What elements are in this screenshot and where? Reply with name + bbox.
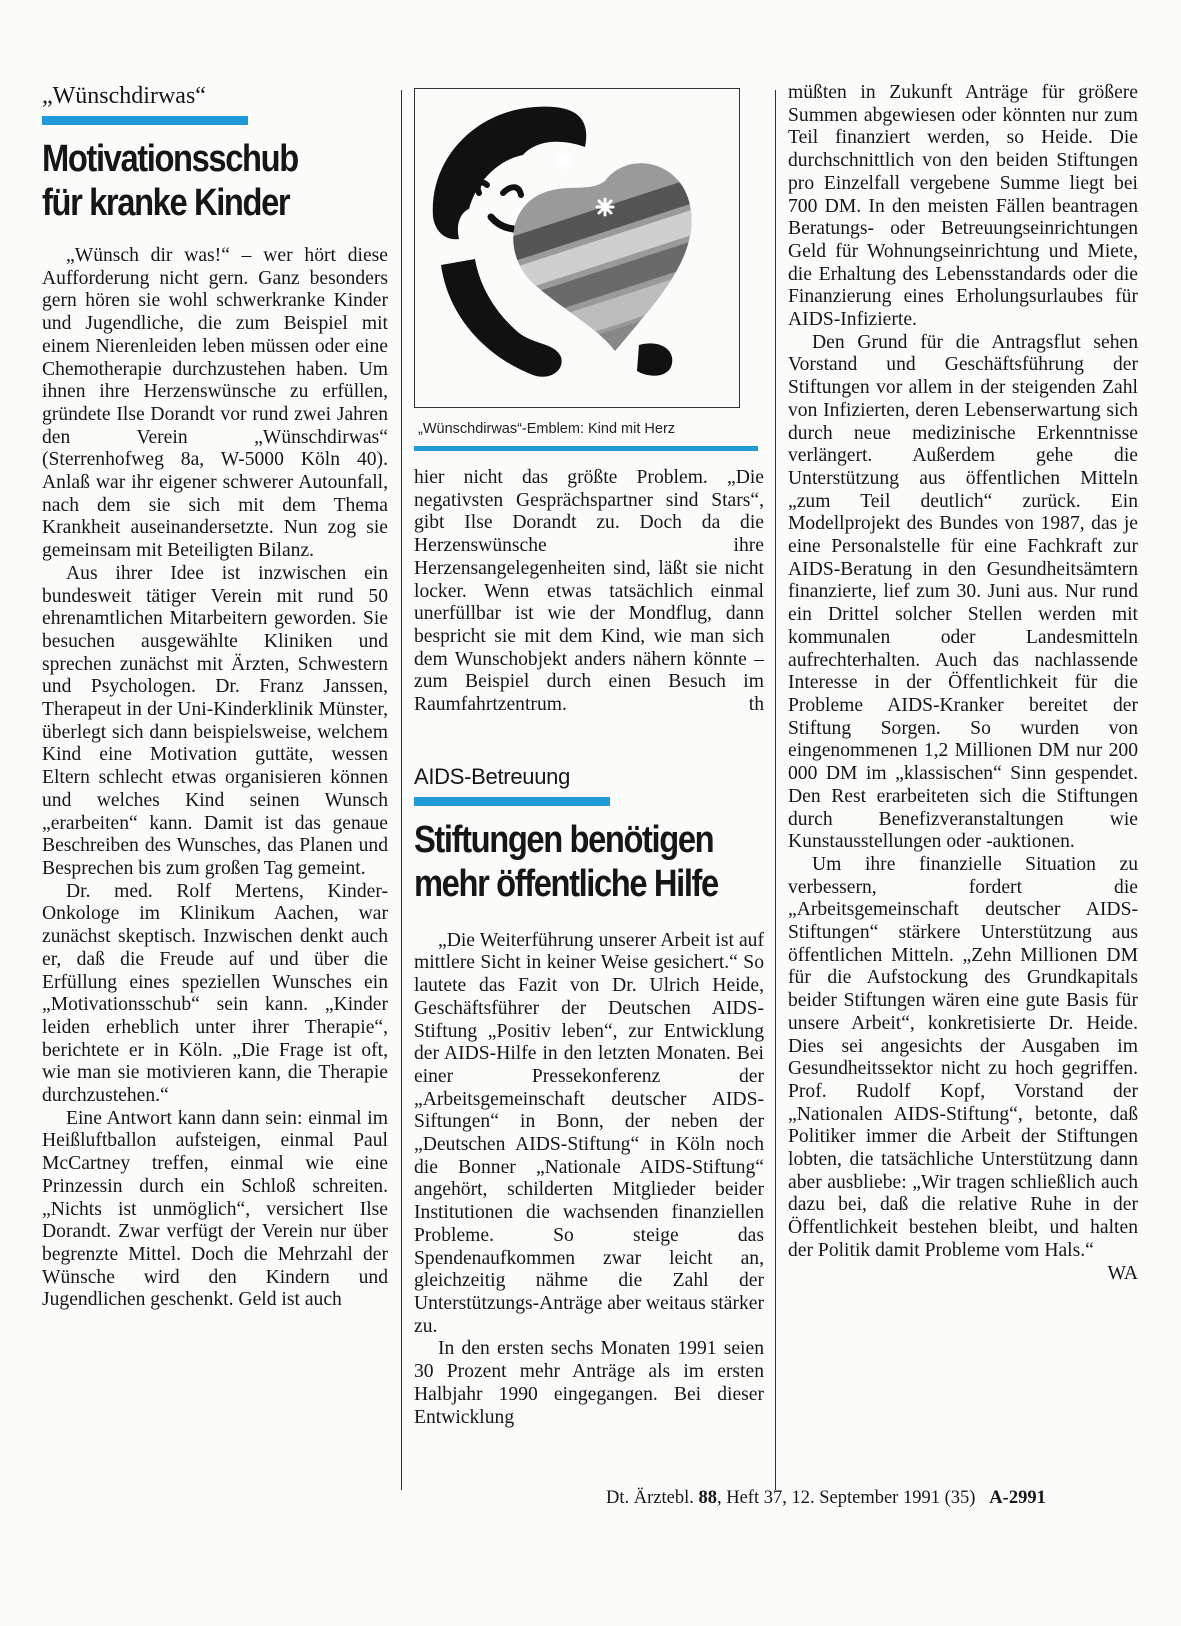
- column-3: [788, 82, 1138, 1285]
- emblem-frame: [414, 88, 740, 408]
- accent-bar: [414, 446, 758, 451]
- accent-bar: [414, 797, 610, 806]
- paragraph: In den ersten sechs Monaten 1991 seien 30 Prozent mehr Anträge als im ersten Halbjahr 1990 eingegangen. Bei dieser Entwicklung: [414, 1338, 764, 1428]
- figure-caption: „Wünschdirwas“-Emblem: Kind mit Herz: [418, 421, 676, 437]
- paragraph: hier nicht das größte Problem. „Die negativsten Gesprächspartner sind Stars“, gibt Ilse Dorandt zu. Doch da die Herzenswünsche ihre Herzensangelegenheiten sind, läßt sie nicht locker. Wenn etwas tatsächlich einmal unerfüllbar ist wie der Mondflug, dann bespricht sie mit dem Kind, wie man sich dem Wunschobjekt anders nähern könnte – zum Beispiel durch einen Besuch im Raumfahrtzentrum.: [414, 467, 764, 716]
- article2-kicker: AIDS-Betreuung: [414, 763, 570, 789]
- paragraph: „Wünsch dir was!“ – wer hört diese Aufforderung nicht gern. Ganz besonders gern hören sie wohl schwerkranke Kinder und Jugendliche, die zum Beispiel mit einem Nierenleiden leben müssen oder eine Chemotherapie durchzustehen haben. Um ihnen ihre Herzenswünsche zu erfüllen, gründete Ilse Dorandt vor rund zwei Jahren den Verein „Wünschdirwas“ (Sterrenhofweg 8a, W-5000 Köln 40). Anlaß war ihr eigener schwerer Autounfall, nach dem sie sich mit dem Thema Krankheit auseinandersetzte. Nun zog sie gemeinsam mit Beteiligten Bilanz.: [42, 245, 388, 562]
- paragraph: Um ihre finanzielle Situation zu verbessern, fordert die „Arbeitsgemeinschaft deutscher AIDS-Stiftungen“ stärkere Unterstützung aus öffentlichen Mitteln. „Zehn Millionen DM für die Aufstockung des Grundkapitals beider Stiftungen wären eine gute Basis für unsere Arbeit“, konkretisierte Dr. Heide. Dies sei angesichts der Ausgaben im Gesundheitssektor nicht zu hoch gegriffen. Prof. Rudolf Kopf, Vorstand der „Nationalen AIDS-Stiftung“, betonte, daß Politiker immer die Arbeit der Stiftungen lobten, die tatsächliche Unterstützung dann aber ausbliebe: „Wir tragen schließlich auch dazu bei, daß die relative Ruhe in der Öffentlichkeit bestehen bleibt, und halten der Politik damit Probleme vom Hals.“: [788, 853, 1138, 1261]
- author-signature: th: [748, 694, 764, 716]
- article1-kicker: „Wünschdirwas“: [42, 83, 206, 109]
- journal-volume: 88: [698, 1488, 717, 1508]
- column-2: [414, 82, 764, 1429]
- column-rule: [775, 90, 776, 1490]
- paragraph: Den Grund für die Antragsflut sehen Vorstand und Geschäftsführung der Stiftungen vor allem in der steigenden Zahl von Infizierten, deren Lebenserwartung sich durch neue medizinische Erkenntnisse verlängert. Außerdem gehe die Unterstützung aus öffentlichen Mitteln „zum Teil deutlich“ zurück. Ein Modellprojekt des Bundes von 1987, das je eine Personalstelle für eine Fachkraft zur AIDS-Beratung in den Gesundheitsämtern finanzierte, lief zum 30. Juni aus. Nur rund ein Drittel solcher Stellen werden mit kommunalen oder Landesmitteln aufrechterhalten. Auch das nachlassende Interesse in der Öffentlichkeit für die Probleme AIDS-Kranker bereitet der Stiftung Sorgen. So wurden von eingenommenen 1,2 Millionen DM nur 200 000 DM im „klassischen“ Sinn gespendet. Den Rest erarbeiteten sich die Stiftungen durch Benefizveranstaltungen wie Kunstausstellungen oder -auktionen.: [788, 331, 1138, 853]
- page-footer: [606, 1488, 1146, 1509]
- journal-name: Dt. Ärztebl.: [606, 1488, 694, 1508]
- paragraph: müßten in Zukunft Anträge für größere Summen abgewiesen oder könnten nur zum Teil finanziert werden, so Heide. Die durchschnittlich von den beiden Stiftungen pro Einzelfall vergebene Summe liegt bei 700 DM. In den meisten Fällen beantragen Beratungs- oder Betreuungseinrichtungen Geld für Wohnungseinrichtung und Miete, die Erhaltung des Lebensstandards oder die Finanzierung eines Erholungsurlaubes für AIDS-Infizierte.: [788, 82, 1138, 331]
- article2-headline-line1: Stiftungen benötigen: [414, 818, 714, 861]
- article2-headline-line2: mehr öffentliche Hilfe: [414, 862, 718, 905]
- page-number: A-2991: [989, 1488, 1046, 1508]
- paragraph: Dr. med. Rolf Mertens, Kinder-Onkologe im Klinikum Aachen, war zunächst skeptisch. Inzwischen denkt auch er, daß die Freude auf und über die Erfüllung eines speziellen Wunsches ein „Motivationsschub“ sein kann. „Kinder leiden erheblich unter ihrer Therapie“, berichtete er in Köln. „Die Frage ist oft, wie man sie motivieren kann, die Therapie durchzustehen.“: [42, 880, 388, 1107]
- accent-bar: [42, 116, 248, 125]
- issue-info: , Heft 37, 12. September 1991 (35): [716, 1488, 976, 1508]
- column-rule: [401, 90, 402, 1490]
- child-with-heart-emblem-icon: [415, 89, 739, 407]
- article1-headline-line2: für kranke Kinder: [42, 182, 290, 224]
- paragraph: Eine Antwort kann dann sein: einmal im Heißluftballon aufsteigen, einmal Paul McCartney treffen, einmal wie eine Prinzessin durch ein Schloß schreiten. „Nichts ist unmöglich“, versichert Ilse Dorandt. Zwar verfügt der Verein nur über begrenzte Mittel. Doch die Mehrzahl der Wünsche wird den Kindern und Jugendlichen geschenkt. Geld ist auch: [42, 1107, 388, 1311]
- paragraph: „Die Weiterführung unserer Arbeit ist auf mittlere Sicht in keiner Weise gesichert.“ So lautete das Fazit von Dr. Ulrich Heide, Geschäftsführer der Deutschen AIDS-Stiftung „Positiv leben“, zur Entwicklung der AIDS-Hilfe in den letzten Monaten. Bei einer Pressekonferenz der „Arbeitsgemeinschaft deutscher AIDS-Siftungen“ in Bonn, der neben der „Deutschen AIDS-Stiftung“ in Köln noch die Bonner „Nationale AIDS-Stiftung“ angehört, schilderten Mitglieder beider Institutionen die wachsenden finanziellen Probleme. So steige das Spendenaufkommen zwar leicht an, gleichzeitig nähme die Zahl der Unterstützungs-Anträge aber weitaus stärker zu.: [414, 929, 764, 1337]
- emblem-figure: [414, 88, 740, 438]
- author-signature: WA: [1107, 1262, 1138, 1284]
- column-1: [42, 82, 388, 1312]
- article1-headline-line1: Motivationsschub: [42, 138, 298, 180]
- paragraph: Aus ihrer Idee ist inzwischen ein bundesweit tätiger Verein mit rund 50 ehrenamtlichen Mitarbeitern geworden. Sie besuchen ausgewählte Kliniken und sprechen zunächst mit Ärzten, Schwestern und Psychologen. Dr. Franz Janssen, Therapeut in der Uni-Kinderklinik Münster, überlegt sich dann beispielsweise, welchem Kind eine Motivation guttäte, wessen Eltern schlecht etwas organisieren können und welches Kind seinen Wunsch „erarbeiten“ kann. Damit ist das genaue Beschreiben des Wunsches, das Planen und Besprechen bis zum großen Tag gemeint.: [42, 562, 388, 879]
